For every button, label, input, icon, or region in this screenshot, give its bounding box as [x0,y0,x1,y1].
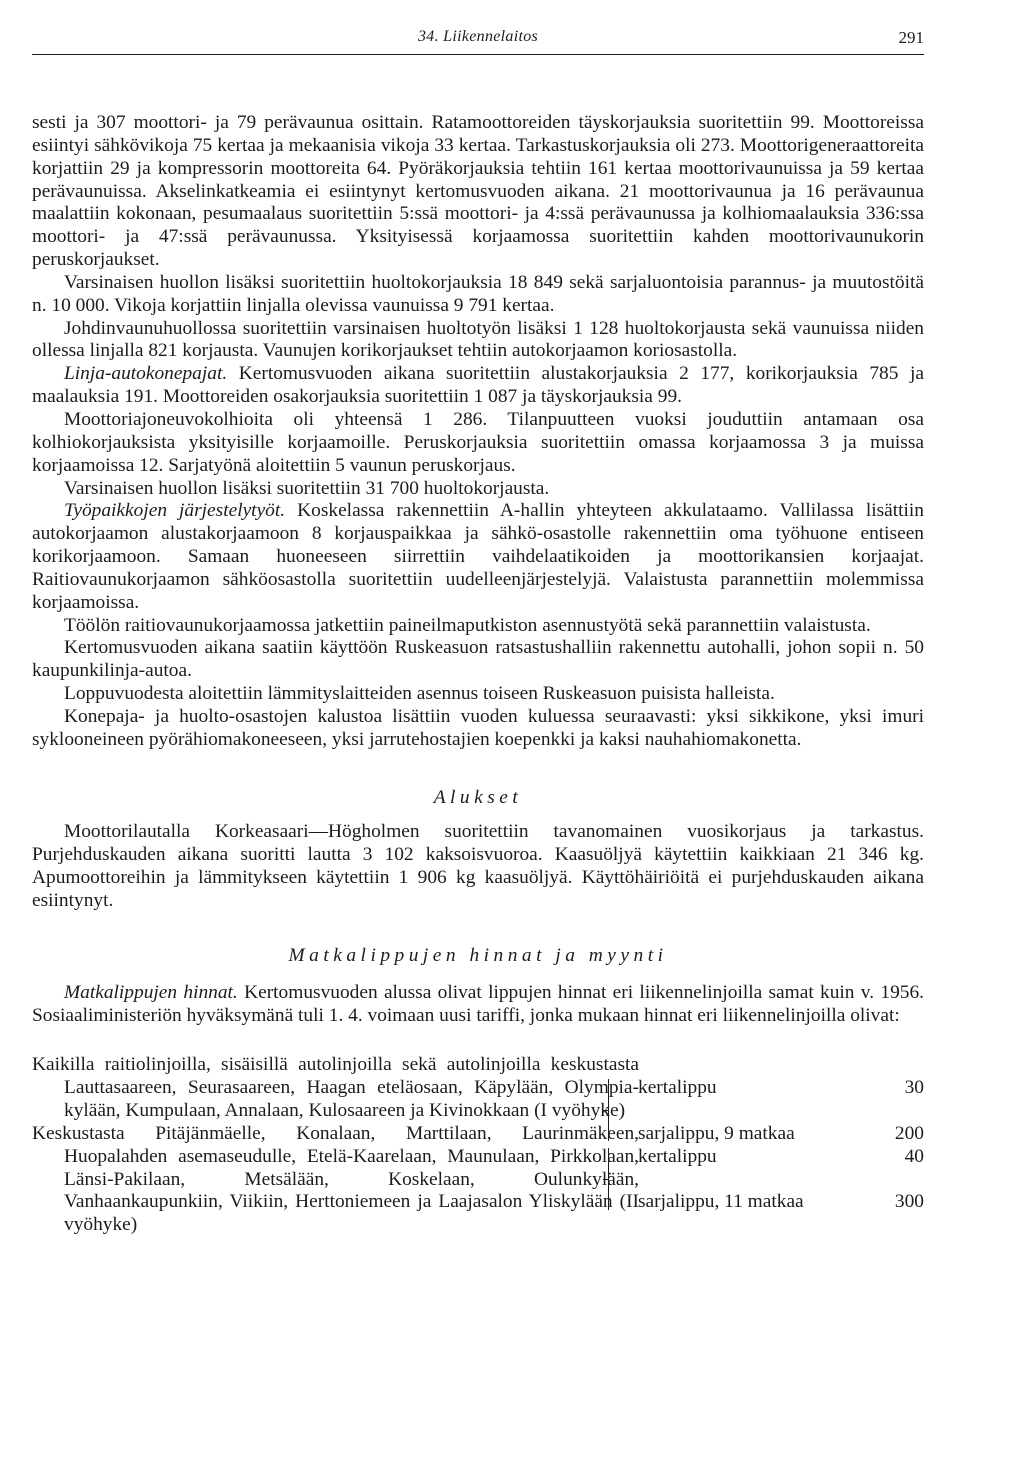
tariff-zone-1 [32,1054,924,1144]
paragraph: sesti ja 307 moottori- ja 79 perävaunua osittain. Ratamoottoreiden täyskorjauksia suoritettiin 99. Moottoreissa esiintyi sähkövikoja 75 kertaa ja mekaanisia vikoja 33 kertaa. Tarkastuskorjauksia oli 273. Moottorigeneraattoreita korjattiin 29 ja kompressorin moottoreita 64. Pyöräkorjauksia tehtiin 161 kertaa moottorivaunuissa ja 59 kertaa perävaunuissa. Akselinkatkeamia ei esiintynyt kertomusvuoden aikana. 21 moottorivaunua ja 16 perävaunua maalattiin kokonaan, pesumaalaus suoritettiin 5:ssä moottori- ja 4:ssä perävaunussa ja kolhiomaalauksia 336:ssa moottori- ja 47:ssä perävaunussa. Yksityisessä korjaamossa suoritettiin kahden moottorivaunukorin peruskorjaukset. [32,112,924,271]
paragraph [32,500,924,614]
running-header [32,26,924,56]
section-heading-alukset: Alukset [433,786,523,808]
chapter-title: 34. Liikennelaitos [417,28,539,45]
price-row-single [622,1146,924,1169]
paragraph [32,982,924,1028]
paragraph [32,363,924,409]
zone-prices [622,1146,924,1215]
document-page [32,26,924,1237]
run-in-heading: Matkalippujen hinnat. [64,981,238,1003]
section-heading-matkaliput: Matkalippujen hinnat ja myynti [288,944,668,966]
tariff-table [32,1054,924,1237]
paragraph: Varsinaisen huollon lisäksi suoritettiin 31 700 huoltokorjausta. [64,477,550,499]
ticket-price: 200 [894,1122,924,1144]
run-in-heading: Linja-autokonepajat. [64,363,228,385]
zone-description: Kaikilla raitiolinjoilla, sisäisillä autolinjoilla sekä autolinjoilla keskustasta Lauttasaareen, Seurasaareen, Haagan eteläosaan, Käpylään, Olympiakylään, Kumpulaan, Annalaan, Kulosaareen ja Kivinokkaan (I vyöhyke) [32,1054,639,1122]
ticket-label: kertalippu [638,1145,717,1167]
paragraph: Johdinvaunuhuollossa suoritettiin varsinaisen huoltotyön lisäksi 1 128 huoltokorjausta sekä vaunuissa niiden ollessa linjalla 821 korjausta. Vaunujen korikorjaukset tehtiin autokorjaamon koriosastolla. [32,317,924,362]
paragraph: Loppuvuodesta aloitettiin lämmityslaitteiden asennus toiseen Ruskeasuon puisista halleista. [64,683,775,705]
ticket-label: kertalippu [638,1077,717,1099]
main-text [32,112,924,1237]
price-row-single [622,1077,924,1100]
run-in-heading: Työpaikkojen järjestelytyöt. [64,500,286,522]
paragraph: Moottorilautalla Korkeasaari—Högholmen suoritettiin tavanomainen vuosikorjaus ja tarkastus. Purjehduskauden aikana suoritti lautta 3 102 kaksoisvuoroa. Kaasuöljyä käytettiin kaikkiaan 21 346 kg. Apumoottoreihin ja lämmitykseen käytettiin 1 906 kg kaasuöljyä. Käyttöhäiriöitä ei purjehduskauden aikana esiintynyt. [32,821,924,911]
ticket-price: 300 [894,1191,924,1213]
paragraph-text: Kertomusvuoden alussa olivat lippujen hinnat eri liikennelinjoilla samat kuin v. 1956. Sosiaaliministeriön hyväksymänä tuli 1. 4. voimaan uusi tariffi, jonka mukaan hinnat eri liikennelinjoilla olivat: [32,981,925,1026]
paragraph: Kertomusvuoden aikana saatiin käyttöön Ruskeasuon ratsastushalliin rakennettu autohalli, johon sopii n. 50 kaupunkilinja-autoa. [32,637,924,682]
price-row-series [622,1191,924,1214]
ticket-label: sarjalippu, 11 matkaa [638,1191,804,1213]
paragraph: Moottoriajoneuvokolhioita oli yhteensä 1 286. Tilanpuutteen vuoksi jouduttiin antamaan osa kolhiokorjauksista yksityisille korjaamoille. Peruskorjauksia suoritettiin omassa korjaamossa 3 ja muissa korjaamoissa 12. Sarjatyönä aloitettiin 5 vaunun peruskorjaus. [32,408,924,476]
brace [608,1148,615,1210]
tariff-zone-2 [32,1123,924,1237]
paragraph: Töölön raitiovaunukorjaamossa jatkettiin paineilmaputkiston asennustyötä sekä parannettiin valaistusta. [64,614,871,636]
header-divider [32,54,924,55]
ticket-label: sarjalippu, 9 matkaa [638,1122,795,1144]
ticket-price: 40 [904,1145,924,1167]
paragraph-text: Koskelassa rakennettiin A-hallin yhteyteen akkulataamo. Vallilassa lisättiin autokorjaamon alustakorjaamoon 8 korjauspaikkaa ja sähkö-osastolle rakennettiin oma työhuone entiseen korikorjaamoon. Samaan huoneeseen siirrettiin vaihdelaatikoiden ja moottorikansien korjaajat. Raitiovaunukorjaamon sähköosastolla suoritettiin uudelleenjärjestelyjä. Valaistusta parannettiin molemmissa korjaamoissa. [32,500,924,613]
paragraph: Varsinaisen huollon lisäksi suoritettiin huoltokorjauksia 18 849 sekä sarjaluontoisia parannus- ja muutostöitä n. 10 000. Vikoja korjattiin linjalla olevissa vaunuissa 9 791 kertaa. [32,271,924,316]
page-number: 291 [898,28,924,47]
paragraph-text: Kertomusvuoden aikana suoritettiin alustakorjauksia 2 177, korikorjauksia 785 ja maalauksia 191. Moottoreiden osakorjauksia suoritettiin 1 087 ja täyskorjauksia 99. [32,363,924,408]
ticket-price: 30 [904,1077,924,1099]
zone-description: Keskustasta Pitäjänmäelle, Konalaan, Marttilaan, Laurinmäkeen, Huopalahden asemaseudulle, Etelä-Kaarelaan, Maunulaan, Pirkkolaan, Länsi-Pakilaan, Metsälään, Koskelaan, Oulunkylään, Vanhaankaupunkiin, Viikiin, Herttoniemeen ja Laajasalon Yliskylään (II vyöhyke) [32,1122,639,1236]
paragraph: Konepaja- ja huolto-osastojen kalustoa lisättiin vuoden kuluessa seuraavasti: yksi sikkikone, yksi imuri syklooneineen pyörähiomakoneeseen, yksi jarrutehostajien koepenkki ja kaksi nauhahiomakonetta. [32,705,924,750]
